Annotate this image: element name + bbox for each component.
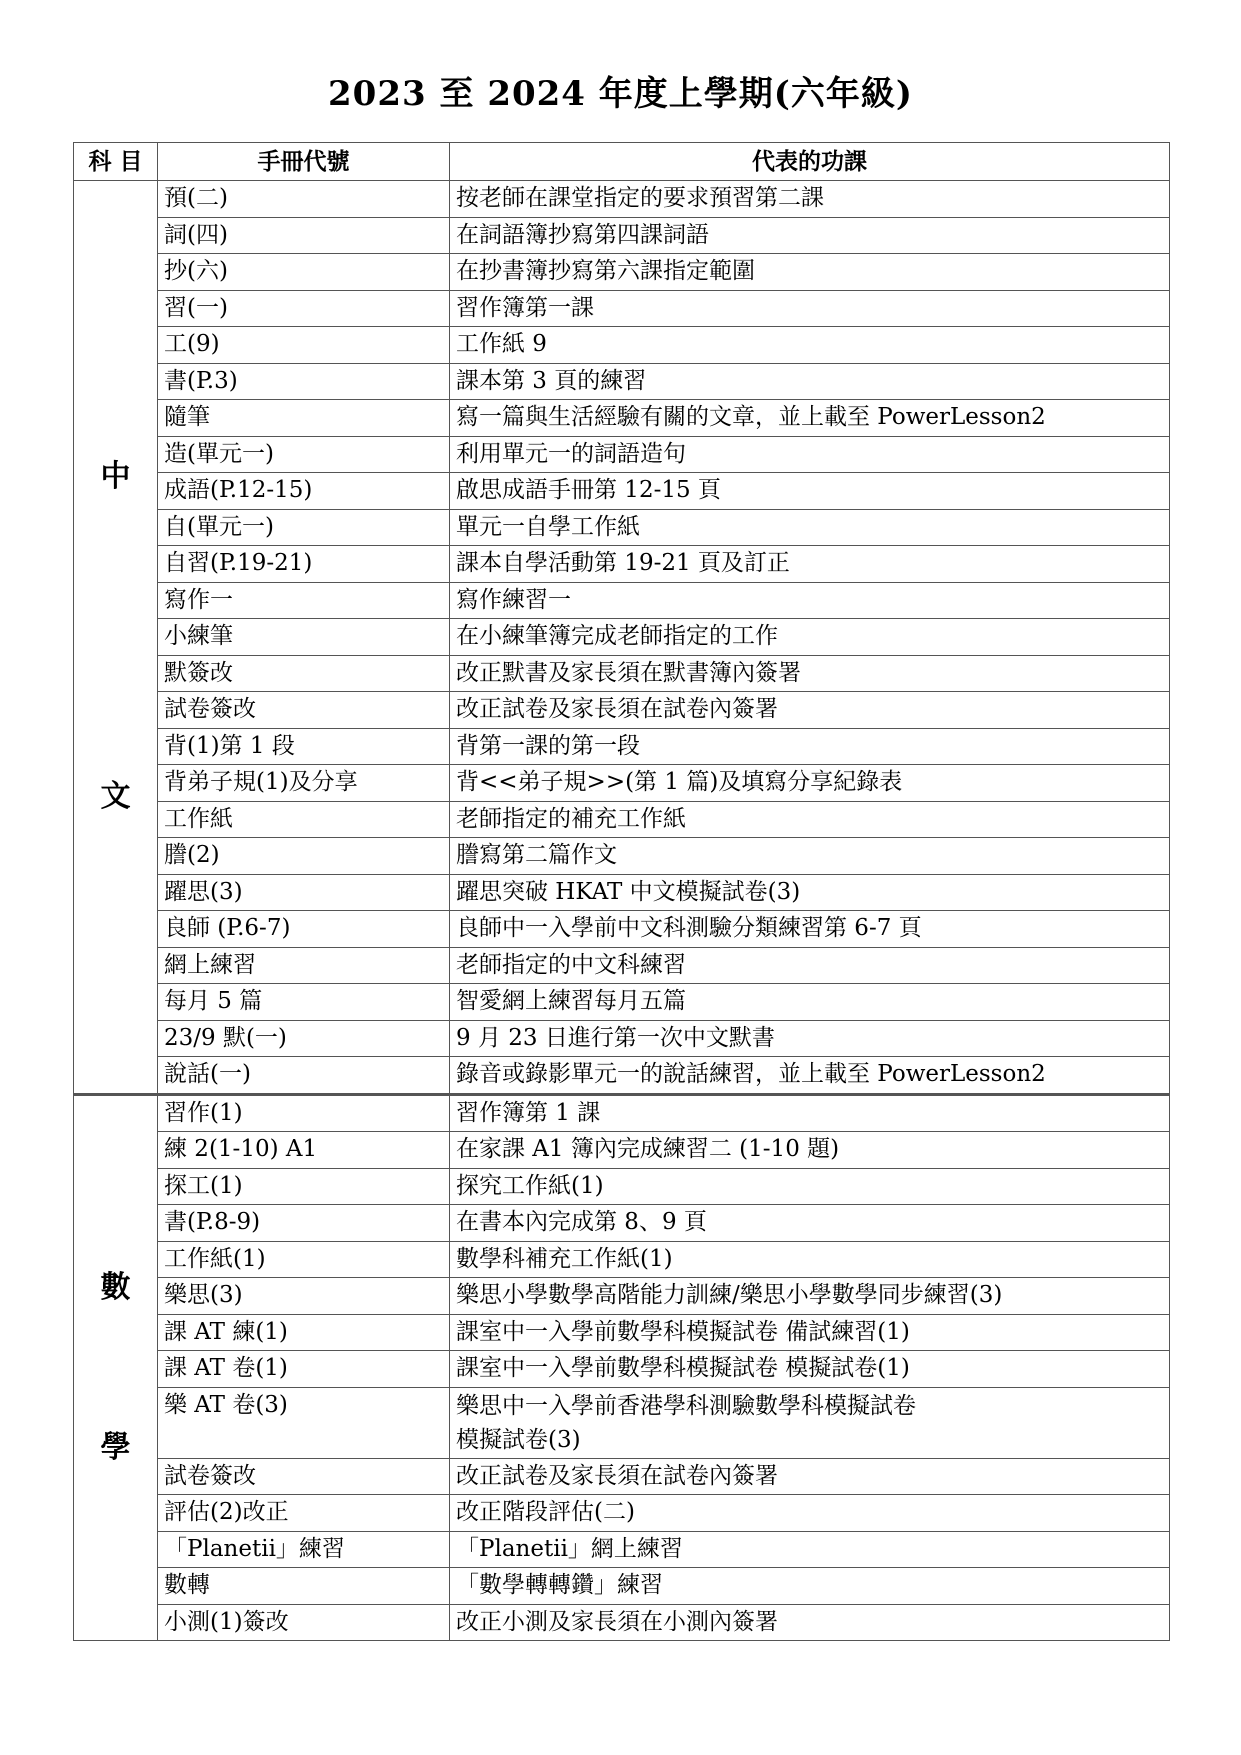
table-row [74,1168,1170,1205]
table-row [74,473,1170,510]
table-row [74,509,1170,546]
table-row [74,1568,1170,1605]
code-cell: 課 AT 卷(1) [158,1351,450,1388]
task-cell: 寫一篇與生活經驗有關的文章，並上載至 PowerLesson2 [450,400,1170,437]
table-row [74,1314,1170,1351]
table-row [74,436,1170,473]
task-cell: 改正默書及家長須在默書簿內簽署 [450,655,1170,692]
task-cell: 背第一課的第一段 [450,728,1170,765]
table-row [74,1241,1170,1278]
task-cell: 課室中一入學前數學科模擬試卷 模擬試卷(1) [450,1351,1170,1388]
table-row [74,400,1170,437]
task-cell: 改正試卷及家長須在試卷內簽署 [450,692,1170,729]
table-row [74,1351,1170,1388]
code-cell: 抄(六) [158,254,450,291]
code-cell: 課 AT 練(1) [158,1314,450,1351]
code-cell: 工(9) [158,327,450,364]
task-cell: 在小練筆簿完成老師指定的工作 [450,619,1170,656]
task-cell: 在詞語簿抄寫第四課詞語 [450,217,1170,254]
header-code: 手冊代號 [158,143,450,181]
table-row [74,728,1170,765]
table-row [74,363,1170,400]
table-row [74,582,1170,619]
code-cell: 良師 (P.6-7) [158,911,450,948]
table-header-row [74,143,1170,181]
table-row [74,655,1170,692]
task-cell: 智愛網上練習每月五篇 [450,984,1170,1021]
code-cell: 試卷簽改 [158,1458,450,1495]
task-cell: 樂思中一入學前香港學科測驗數學科模擬試卷 模擬試卷(3) [450,1387,1170,1458]
code-cell: 成語(P.12-15) [158,473,450,510]
code-cell: 每月 5 篇 [158,984,450,1021]
task-cell: 課本第 3 頁的練習 [450,363,1170,400]
task-cell: 數學科補充工作紙(1) [450,1241,1170,1278]
code-cell: 小練筆 [158,619,450,656]
table-row [74,1458,1170,1495]
subject-cell: 數 學 [74,1094,158,1641]
code-cell: 試卷簽改 [158,692,450,729]
header-subject: 科 目 [74,143,158,181]
code-cell: 背(1)第 1 段 [158,728,450,765]
code-cell: 習作(1) [158,1094,450,1132]
task-cell: 習作簿第一課 [450,290,1170,327]
code-cell: 默簽改 [158,655,450,692]
code-cell: 書(P.8-9) [158,1205,450,1242]
code-cell: 練 2(1-10) A1 [158,1132,450,1169]
table-row [74,984,1170,1021]
table-row [74,619,1170,656]
task-cell: 在抄書簿抄寫第六課指定範圍 [450,254,1170,291]
task-cell: 在書本內完成第 8、9 頁 [450,1205,1170,1242]
task-cell: 利用單元一的詞語造句 [450,436,1170,473]
code-cell: 樂 AT 卷(3) [158,1387,450,1458]
code-cell: 隨筆 [158,400,450,437]
code-cell: 數轉 [158,1568,450,1605]
table-row [74,911,1170,948]
table-row [74,838,1170,875]
table-row [74,947,1170,984]
table-row [74,874,1170,911]
code-cell: 探工(1) [158,1168,450,1205]
task-cell: 背<<弟子規>>(第 1 篇)及填寫分享紀錄表 [450,765,1170,802]
table-row [74,1278,1170,1315]
task-cell: 工作紙 9 [450,327,1170,364]
task-cell: 習作簿第 1 課 [450,1094,1170,1132]
code-cell: 詞(四) [158,217,450,254]
task-cell: 改正階段評估(二) [450,1495,1170,1532]
code-cell: 自(單元一) [158,509,450,546]
subject-cell: 中 文 [74,181,158,1095]
task-cell: 改正小測及家長須在小測內簽署 [450,1604,1170,1641]
code-cell: 網上練習 [158,947,450,984]
code-cell: 造(單元一) [158,436,450,473]
task-cell: 寫作練習一 [450,582,1170,619]
task-cell: 躍思突破 HKAT 中文模擬試卷(3) [450,874,1170,911]
table-row [74,1531,1170,1568]
code-cell: 書(P.3) [158,363,450,400]
task-cell: 課本自學活動第 19-21 頁及訂正 [450,546,1170,583]
task-cell: 樂思小學數學高階能力訓練/樂思小學數學同步練習(3) [450,1278,1170,1315]
task-cell: 老師指定的補充工作紙 [450,801,1170,838]
page-title: 2023 至 2024 年度上學期(六年級) [328,74,913,114]
task-cell: 單元一自學工作紙 [450,509,1170,546]
table-row [74,692,1170,729]
code-cell: 寫作一 [158,582,450,619]
table-row [74,1132,1170,1169]
code-cell: 躍思(3) [158,874,450,911]
code-cell: 說話(一) [158,1057,450,1095]
table-row [74,290,1170,327]
homework-code-table [73,142,1170,1641]
table-row [74,1387,1170,1458]
code-cell: 自習(P.19-21) [158,546,450,583]
code-cell: 工作紙(1) [158,1241,450,1278]
code-cell: 「Planetii」練習 [158,1531,450,1568]
code-cell: 23/9 默(一) [158,1020,450,1057]
table-row [74,1604,1170,1641]
task-cell: 良師中一入學前中文科測驗分類練習第 6-7 頁 [450,911,1170,948]
table-row [74,801,1170,838]
table-row [74,181,1170,218]
task-cell: 「Planetii」網上練習 [450,1531,1170,1568]
task-cell: 謄寫第二篇作文 [450,838,1170,875]
code-cell: 背弟子規(1)及分享 [158,765,450,802]
code-cell: 謄(2) [158,838,450,875]
table-row [74,1495,1170,1532]
code-cell: 評估(2)改正 [158,1495,450,1532]
task-cell: 錄音或錄影單元一的說話練習，並上載至 PowerLesson2 [450,1057,1170,1095]
task-cell: 老師指定的中文科練習 [450,947,1170,984]
task-cell: 課室中一入學前數學科模擬試卷 備試練習(1) [450,1314,1170,1351]
code-cell: 工作紙 [158,801,450,838]
table-body [74,181,1170,1641]
table-row [74,1057,1170,1095]
table-row [74,327,1170,364]
task-cell: 改正試卷及家長須在試卷內簽署 [450,1458,1170,1495]
task-cell: 9 月 23 日進行第一次中文默書 [450,1020,1170,1057]
code-cell: 小測(1)簽改 [158,1604,450,1641]
task-cell: 按老師在課堂指定的要求預習第二課 [450,181,1170,218]
task-cell: 「數學轉轉鑽」練習 [450,1568,1170,1605]
code-cell: 預(二) [158,181,450,218]
header-task: 代表的功課 [450,143,1170,181]
code-cell: 樂思(3) [158,1278,450,1315]
table-row [74,1205,1170,1242]
task-cell: 啟思成語手冊第 12-15 頁 [450,473,1170,510]
task-cell: 在家課 A1 簿內完成練習二 (1-10 題) [450,1132,1170,1169]
table-row [74,217,1170,254]
table-row [74,1094,1170,1132]
table-row [74,1020,1170,1057]
task-cell: 探究工作紙(1) [450,1168,1170,1205]
code-cell: 習(一) [158,290,450,327]
table-row [74,254,1170,291]
table-row [74,546,1170,583]
table-row [74,765,1170,802]
